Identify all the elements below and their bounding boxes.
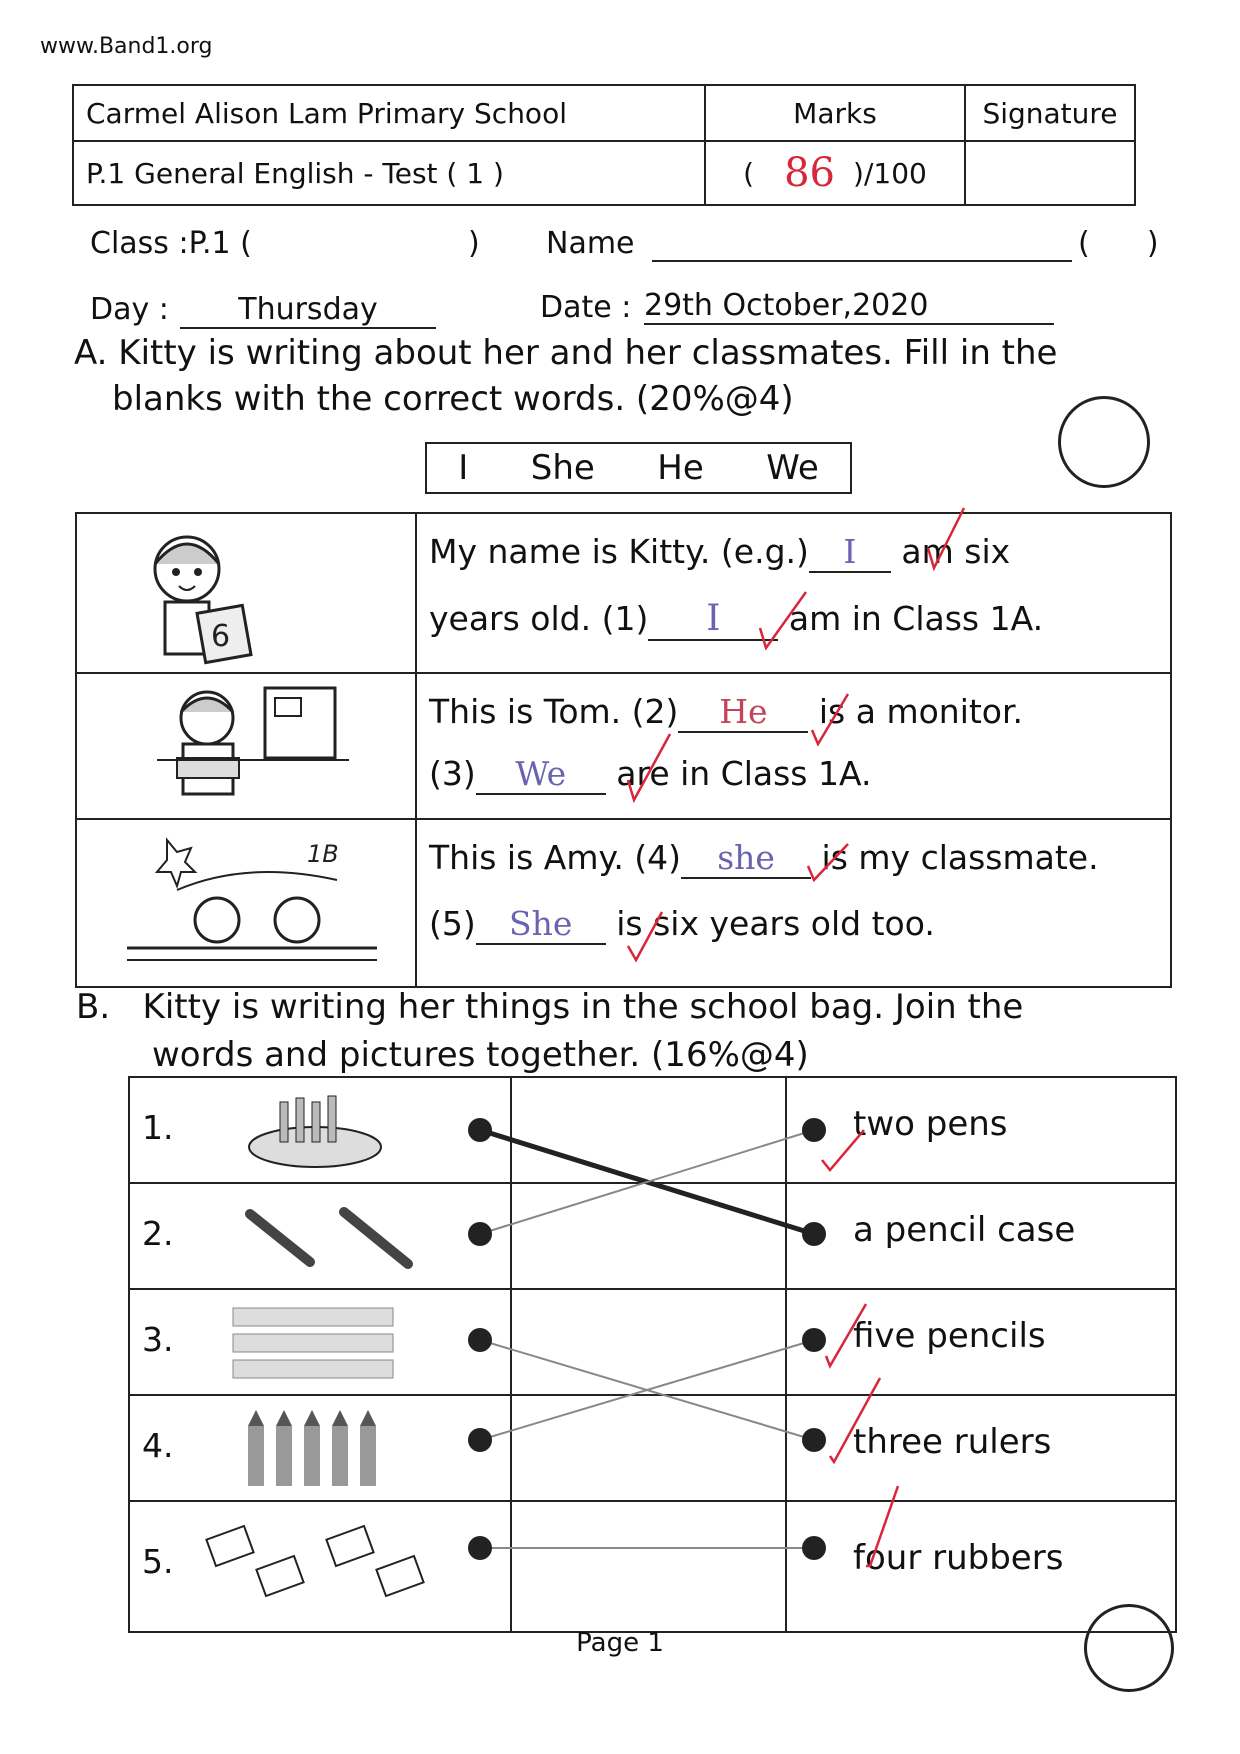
pencil-case-picture [240, 1092, 390, 1172]
date-label: Date : [540, 290, 632, 325]
item-number: 1. [142, 1108, 174, 1147]
score-value: 86 [784, 150, 836, 196]
website-label: www.Band1.org [40, 34, 213, 59]
word-label: four rubbers [853, 1538, 1064, 1578]
answer-blank: She [476, 904, 606, 945]
marks-label: Marks [706, 86, 966, 142]
word-bank-item: I [458, 448, 469, 488]
boy-picture [77, 674, 417, 818]
word-bank-item: He [657, 448, 704, 488]
item-number: 5. [142, 1542, 174, 1581]
word-label: a pencil case [853, 1210, 1076, 1250]
score-open: ( [743, 156, 755, 190]
section-a-instruction-2: blanks with the correct words. (20%@4) [112, 379, 794, 419]
table-row [77, 820, 1170, 986]
class-close: ) [468, 226, 480, 261]
rubbers-picture [200, 1512, 450, 1612]
table-row [130, 1396, 1175, 1502]
classroom-picture [77, 820, 417, 986]
table-row [130, 1502, 1175, 1629]
word-label: two pens [853, 1104, 1008, 1144]
section-b-table [128, 1076, 1177, 1633]
sentence-line: My name is Kitty. (e.g.) I am six [429, 532, 1011, 571]
svg-text:6: 6 [211, 619, 231, 654]
pens-picture [240, 1204, 420, 1274]
name-label: Name [546, 226, 635, 261]
table-row [77, 514, 1170, 674]
section-b-instruction-1: B. Kitty is writing her things in the school bag. Join the [76, 987, 1024, 1027]
sentence-line: (5) She is six years old too. [429, 904, 935, 943]
word-bank-item: She [530, 448, 595, 488]
answer-blank: I [648, 598, 778, 641]
score-total: )/100 [853, 156, 927, 190]
word-bank-item: We [766, 448, 819, 488]
word-bank [425, 442, 852, 494]
word-label: three rulers [853, 1422, 1052, 1462]
day-value: Thursday [180, 292, 436, 329]
item-number: 4. [142, 1426, 174, 1465]
sentence-line: This is Tom. (2) He is a monitor. [429, 692, 1024, 731]
page-number: Page 1 [576, 1628, 664, 1658]
date-value: 29th October,2020 [644, 288, 1054, 325]
name-field [652, 260, 1072, 262]
table-row [130, 1290, 1175, 1396]
header-table [72, 84, 1136, 206]
table-row [77, 674, 1170, 820]
rulers-picture [228, 1304, 398, 1384]
sentence-line: This is Amy. (4) she is my classmate. [429, 838, 1099, 877]
sentence-line: (3) We are in Class 1A. [429, 754, 872, 793]
score-cell [706, 142, 966, 204]
answer-blank: We [476, 754, 606, 795]
pencils-picture [238, 1406, 388, 1496]
test-title: P.1 General English - Test ( 1 ) [74, 142, 706, 204]
day-label: Day : [90, 292, 169, 327]
item-number: 3. [142, 1320, 174, 1359]
class-label-1b: 1B [307, 840, 339, 868]
answer-blank: He [678, 692, 808, 733]
section-a-instruction-1: A. Kitty is writing about her and her classmates. Fill in the [74, 333, 1058, 373]
word-label: five pencils [853, 1316, 1046, 1356]
answer-blank: I [809, 532, 891, 573]
school-name: Carmel Alison Lam Primary School [74, 86, 706, 142]
signature-cell [966, 142, 1134, 204]
answer-blank: she [681, 838, 811, 879]
section-a-score-circle [1058, 396, 1150, 488]
item-number: 2. [142, 1214, 174, 1253]
signature-label: Signature [966, 86, 1134, 142]
name-number-paren: ( ) [1078, 226, 1159, 261]
girl-picture [77, 514, 417, 672]
section-a-table [75, 512, 1172, 988]
section-b-instruction-2: words and pictures together. (16%@4) [152, 1035, 809, 1075]
table-row [130, 1078, 1175, 1184]
table-row [130, 1184, 1175, 1290]
class-label: Class :P.1 ( [90, 226, 252, 261]
sentence-line: years old. (1) I am in Class 1A. [429, 598, 1044, 639]
